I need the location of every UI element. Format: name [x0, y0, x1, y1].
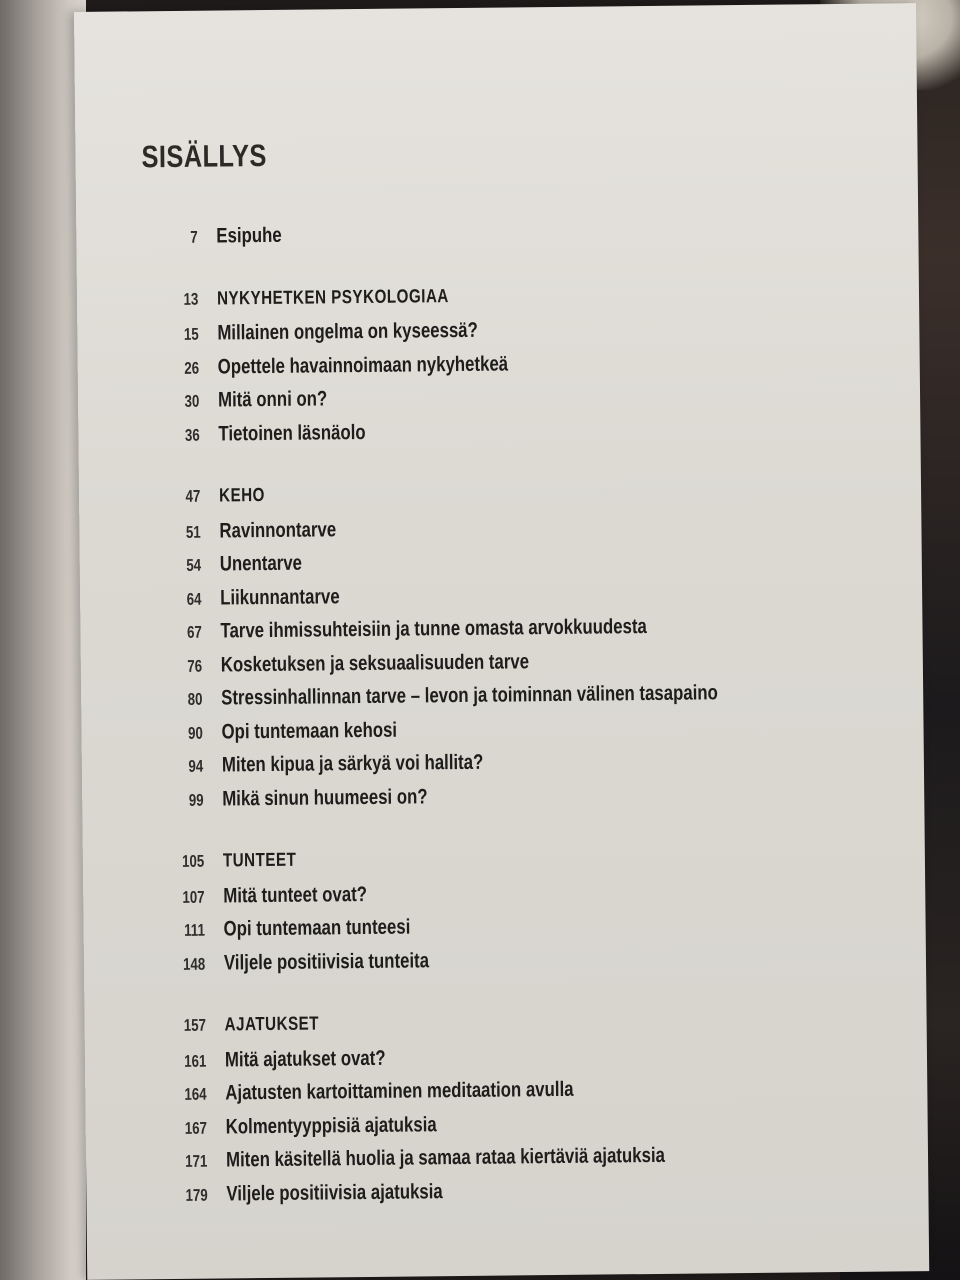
toc-page-number: 94	[188, 756, 204, 776]
toc-entry-label: KEHO	[218, 485, 266, 507]
toc-page-number: 76	[187, 656, 203, 676]
toc-page-number: 30	[184, 391, 200, 411]
toc-entry	[126, 218, 846, 259]
toc-entry-label: Mitä tunteet ovat?	[223, 882, 368, 907]
toc-section	[135, 1008, 857, 1217]
toc-page-number: 148	[183, 954, 206, 974]
toc-entry	[132, 780, 852, 821]
toc-page-number: 7	[190, 227, 198, 247]
toc-page-number: 161	[184, 1051, 207, 1071]
toc-entry-label: Miten käsitellä huolia ja samaa rataa kiertäviä ajatuksia	[225, 1143, 666, 1172]
toc-page-number: 99	[188, 790, 204, 810]
toc-entry-label: Viljele positiivisia tunteita	[223, 948, 430, 974]
toc-page-number: 171	[185, 1151, 208, 1171]
toc-entry-label: Tietoinen läsnäolo	[218, 420, 366, 446]
toc-page-number: 179	[185, 1185, 208, 1205]
toc-page-number: 105	[181, 851, 205, 871]
toc-list	[126, 218, 857, 1246]
toc-entry-label: Mikä sinun huumeesi on?	[222, 784, 428, 810]
toc-section	[126, 218, 846, 259]
toc-entry-label: Mitä onni on?	[217, 387, 328, 412]
toc-title: SISÄLLYS	[141, 137, 267, 175]
toc-page-number: 64	[186, 589, 202, 609]
book-spine	[0, 0, 86, 1280]
toc-page-number: 80	[187, 689, 203, 709]
toc-entry-label: Ajatusten kartoittaminen meditaation avulla	[225, 1077, 574, 1105]
toc-entry-label: Viljele positiivisia ajatuksia	[226, 1179, 443, 1205]
toc-entry-label: Kolmentyyppisiä ajatuksia	[225, 1112, 437, 1138]
toc-entry-label: Liikunnantarve	[220, 584, 340, 610]
toc-entry-label: Millainen ongelma on kyseessä?	[217, 318, 478, 345]
toc-entry-label: TUNTEET	[222, 849, 297, 872]
toc-entry-label: Unentarve	[219, 551, 303, 576]
toc-page-number: 36	[184, 425, 200, 445]
toc-entry-label: Stressinhallinnan tarve – levon ja toiminnan välinen tasapaino	[221, 681, 718, 710]
toc-entry-label: Miten kipua ja särkyä voi hallita?	[221, 750, 484, 777]
toc-entry	[128, 415, 848, 456]
toc-page-number: 157	[183, 1015, 206, 1035]
toc-page-number: 111	[184, 920, 206, 940]
toc-entry-label: Mitä ajatukset ovat?	[224, 1046, 386, 1071]
toc-page-number: 167	[184, 1118, 208, 1138]
toc-page-number: 107	[182, 887, 205, 907]
toc-entry-label: Opi tuntemaan kehosi	[221, 718, 398, 743]
toc-entry-label: Tarve ihmissuhteisiin ja tunne omasta arvokkuudesta	[220, 615, 647, 643]
toc-entry	[136, 1175, 856, 1216]
toc-page-number: 90	[187, 723, 203, 743]
toc-entry-label: Esipuhe	[216, 223, 282, 248]
toc-entry-label: AJATUKSET	[224, 1013, 320, 1036]
toc-section	[133, 844, 854, 986]
toc-entry-label: Kosketuksen ja seksuaalisuuden tarve	[220, 649, 530, 676]
toc-entry-label: Ravinnontarve	[219, 517, 337, 543]
toc-section	[129, 479, 852, 822]
toc-page-number: 15	[183, 324, 199, 344]
toc-page-number: 67	[186, 622, 202, 642]
toc-entry-label: NYKYHETKEN PSYKOLOGIAA	[216, 285, 449, 310]
toc-section	[127, 281, 849, 456]
toc-entry	[134, 944, 854, 985]
toc-page-number: 13	[183, 289, 199, 309]
toc-page-number: 54	[186, 555, 202, 575]
book-page	[74, 3, 929, 1280]
toc-entry-label: Opettele havainnoimaan nykyhetkeä	[217, 351, 509, 379]
toc-page-number: 164	[184, 1084, 207, 1104]
toc-page-number: 47	[185, 486, 201, 506]
toc-page-number: 51	[185, 522, 201, 542]
toc-entry-label: Opi tuntemaan tunteesi	[223, 915, 411, 941]
toc-page-number: 26	[184, 358, 200, 378]
